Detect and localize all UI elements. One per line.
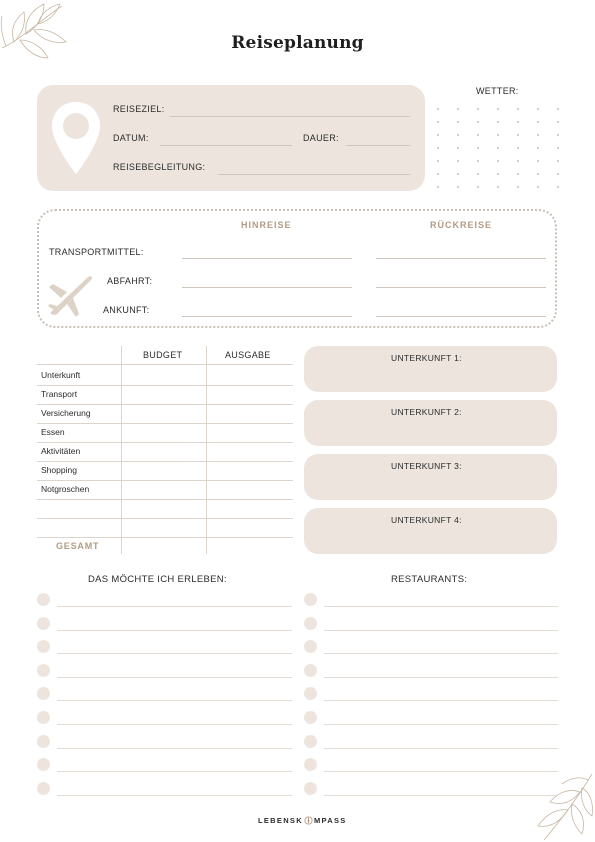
erleben-bullet[interactable]: [37, 687, 50, 700]
table-row: [37, 364, 293, 365]
weather-grid-dot: [517, 186, 519, 188]
ankunft-rueck-field[interactable]: [376, 316, 546, 317]
weather-grid-dot: [477, 173, 479, 175]
wetter-label: WETTER:: [476, 86, 519, 96]
restaurant-bullet[interactable]: [304, 687, 317, 700]
weather-grid-dot: [557, 173, 559, 175]
weather-grid-dot: [497, 160, 499, 162]
datum-field[interactable]: [160, 145, 292, 146]
restaurants-heading: RESTAURANTS:: [391, 574, 468, 585]
abfahrt-hin-field[interactable]: [182, 287, 352, 288]
restaurant-line[interactable]: [324, 700, 558, 701]
weather-grid-dot: [477, 147, 479, 149]
restaurant-bullet[interactable]: [304, 640, 317, 653]
budget-total-label: GESAMT: [56, 541, 100, 551]
weather-grid-dot: [437, 173, 439, 175]
weather-grid-dot: [537, 108, 539, 110]
weather-grid-dot: [477, 121, 479, 123]
reisebegleitung-label: REISEBEGLEITUNG:: [113, 162, 206, 172]
weather-grid-dot: [477, 186, 479, 188]
weather-grid-dot: [457, 160, 459, 162]
erleben-bullet[interactable]: [37, 711, 50, 724]
weather-grid-dot: [497, 186, 499, 188]
table-row[interactable]: [37, 423, 293, 424]
dauer-label: DAUER:: [303, 133, 339, 143]
weather-dot-grid[interactable]: [437, 108, 562, 193]
restaurant-bullet[interactable]: [304, 711, 317, 724]
unterkunft-card-1[interactable]: [304, 346, 557, 392]
erleben-bullet[interactable]: [37, 664, 50, 677]
erleben-line[interactable]: [57, 653, 292, 654]
transportmittel-hin-field[interactable]: [182, 258, 352, 259]
unterkunft-card-3[interactable]: [304, 454, 557, 500]
leaf-decoration-bottom-right: [530, 770, 595, 842]
erleben-bullet[interactable]: [37, 640, 50, 653]
weather-grid-dot: [437, 134, 439, 136]
restaurant-line[interactable]: [324, 795, 558, 796]
reiseziel-label: REISEZIEL:: [113, 104, 165, 114]
table-row[interactable]: [37, 480, 293, 481]
restaurant-line[interactable]: [324, 748, 558, 749]
erleben-heading: DAS MÖCHTE ICH ERLEBEN:: [88, 574, 227, 585]
budget-row-label: Versicherung: [41, 408, 91, 418]
erleben-line[interactable]: [57, 677, 292, 678]
table-row[interactable]: [37, 404, 293, 405]
restaurant-bullet[interactable]: [304, 593, 317, 606]
weather-grid-dot: [437, 160, 439, 162]
transportmittel-rueck-field[interactable]: [376, 258, 546, 259]
weather-grid-dot: [537, 121, 539, 123]
budget-row-label: Aktivitäten: [41, 446, 81, 456]
unterkunft-label: UNTERKUNFT 4:: [391, 515, 462, 525]
budget-row-label: Notgroschen: [41, 484, 90, 494]
weather-grid-dot: [437, 121, 439, 123]
abfahrt-rueck-field[interactable]: [376, 287, 546, 288]
compass-icon: [304, 816, 313, 825]
weather-grid-dot: [517, 121, 519, 123]
abfahrt-label: ABFAHRT:: [107, 276, 153, 286]
restaurant-bullet[interactable]: [304, 664, 317, 677]
weather-grid-dot: [557, 160, 559, 162]
table-row[interactable]: [37, 385, 293, 386]
datum-label: DATUM:: [113, 133, 149, 143]
weather-grid-dot: [457, 134, 459, 136]
table-divider: [206, 346, 207, 554]
erleben-bullet[interactable]: [37, 735, 50, 748]
weather-grid-dot: [537, 147, 539, 149]
weather-grid-dot: [477, 160, 479, 162]
reiseziel-field[interactable]: [170, 116, 410, 117]
weather-grid-dot: [497, 134, 499, 136]
restaurant-bullet[interactable]: [304, 735, 317, 748]
erleben-line[interactable]: [57, 724, 292, 725]
weather-grid-dot: [497, 147, 499, 149]
budget-row-label: Shopping: [41, 465, 77, 475]
weather-grid-dot: [537, 173, 539, 175]
table-row[interactable]: [37, 499, 293, 500]
erleben-bullet[interactable]: [37, 617, 50, 630]
unterkunft-label: UNTERKUNFT 1:: [391, 353, 462, 363]
erleben-line[interactable]: [57, 700, 292, 701]
restaurant-line[interactable]: [324, 630, 558, 631]
budget-table: [37, 346, 293, 556]
weather-grid-dot: [557, 108, 559, 110]
weather-grid-dot: [497, 108, 499, 110]
unterkunft-label: UNTERKUNFT 2:: [391, 407, 462, 417]
map-pin-icon: [50, 100, 102, 176]
erleben-bullet[interactable]: [37, 782, 50, 795]
weather-grid-dot: [437, 186, 439, 188]
hinreise-heading: HINREISE: [241, 220, 292, 230]
weather-grid-dot: [457, 147, 459, 149]
budget-column-header: BUDGET: [143, 350, 183, 360]
erleben-line[interactable]: [57, 630, 292, 631]
unterkunft-label: UNTERKUNFT 3:: [391, 461, 462, 471]
weather-grid-dot: [517, 160, 519, 162]
restaurant-line[interactable]: [324, 677, 558, 678]
weather-grid-dot: [517, 147, 519, 149]
weather-grid-dot: [517, 108, 519, 110]
weather-grid-dot: [557, 147, 559, 149]
weather-grid-dot: [497, 173, 499, 175]
unterkunft-card-2[interactable]: [304, 400, 557, 446]
page-title: Reiseplanung: [231, 33, 364, 53]
weather-grid-dot: [477, 134, 479, 136]
weather-grid-dot: [557, 186, 559, 188]
restaurant-bullet[interactable]: [304, 758, 317, 771]
brand-text-left: LEBENSK: [258, 816, 303, 825]
ankunft-label: ANKUNFT:: [103, 305, 150, 315]
weather-grid-dot: [437, 108, 439, 110]
brand-text-right: MPASS: [313, 816, 347, 825]
restaurant-line[interactable]: [324, 653, 558, 654]
erleben-bullet[interactable]: [37, 758, 50, 771]
weather-grid-dot: [477, 108, 479, 110]
airplane-icon: [47, 272, 95, 318]
budget-row-label: Unterkunft: [41, 370, 81, 380]
table-row[interactable]: [37, 442, 293, 443]
ausgabe-column-header: AUSGABE: [225, 350, 271, 360]
unterkunft-card-4[interactable]: [304, 508, 557, 554]
budget-row-label: Essen: [41, 427, 65, 437]
weather-grid-dot: [557, 121, 559, 123]
restaurant-bullet[interactable]: [304, 782, 317, 795]
weather-grid-dot: [457, 186, 459, 188]
budget-row-label: Transport: [41, 389, 78, 399]
restaurant-line[interactable]: [324, 771, 558, 772]
ankunft-hin-field[interactable]: [182, 316, 352, 317]
reisebegleitung-field[interactable]: [218, 174, 410, 175]
weather-grid-dot: [457, 121, 459, 123]
table-row[interactable]: [37, 461, 293, 462]
erleben-line[interactable]: [57, 795, 292, 796]
table-divider: [121, 346, 122, 554]
brand-logo: [258, 816, 347, 825]
table-row[interactable]: [37, 518, 293, 519]
restaurant-line[interactable]: [324, 606, 558, 607]
weather-grid-dot: [437, 147, 439, 149]
weather-grid-dot: [517, 134, 519, 136]
weather-grid-dot: [557, 134, 559, 136]
erleben-line[interactable]: [57, 606, 292, 607]
weather-grid-dot: [537, 186, 539, 188]
weather-grid-dot: [457, 108, 459, 110]
weather-grid-dot: [537, 134, 539, 136]
weather-grid-dot: [537, 160, 539, 162]
restaurant-bullet[interactable]: [304, 617, 317, 630]
weather-grid-dot: [457, 173, 459, 175]
transportmittel-label: TRANSPORTMITTEL:: [49, 247, 144, 257]
restaurant-line[interactable]: [324, 724, 558, 725]
table-row[interactable]: [37, 537, 293, 538]
erleben-line[interactable]: [57, 771, 292, 772]
weather-grid-dot: [497, 121, 499, 123]
erleben-bullet[interactable]: [37, 593, 50, 606]
dauer-field[interactable]: [346, 145, 410, 146]
weather-grid-dot: [517, 173, 519, 175]
rueckreise-heading: RÜCKREISE: [430, 220, 493, 230]
erleben-line[interactable]: [57, 748, 292, 749]
